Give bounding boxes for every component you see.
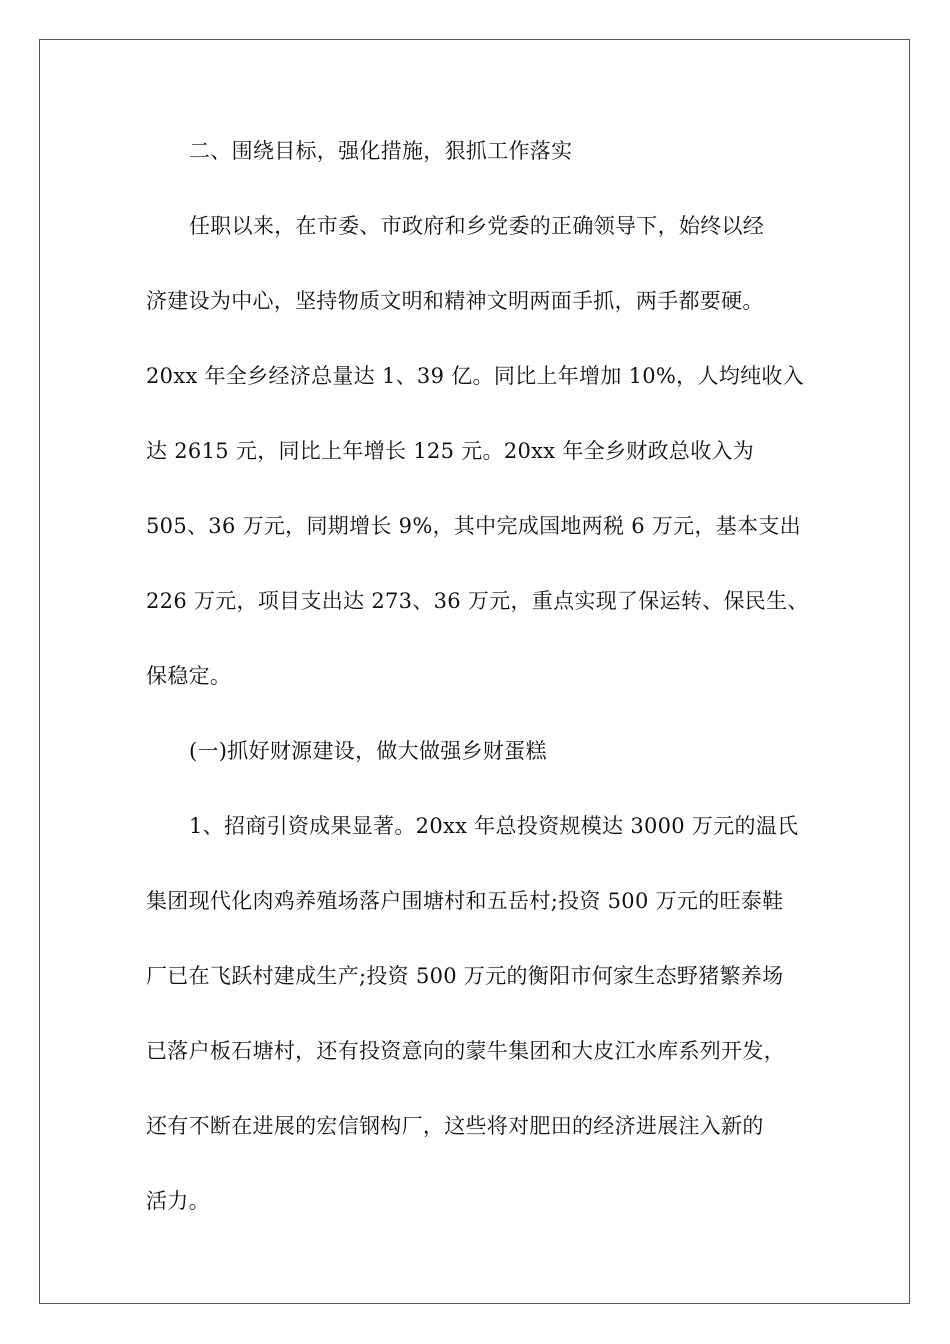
paragraph-line: 还有不断在进展的宏信钢构厂，这些将对肥田的经济进展注入新的	[146, 1114, 764, 1138]
paragraph-line: 厂已在飞跃村建成生产;投资 500 万元的衡阳市何家生态野猪繁养场	[146, 964, 784, 988]
paragraph-line: 已落户板石塘村，还有投资意向的蒙牛集团和大皮江水库系列开发，	[146, 1039, 785, 1063]
paragraph-line: 济建设为中心，坚持物质文明和精神文明两面手抓，两手都要硬。	[146, 289, 764, 313]
paragraph-line: 505、36 万元，同期增长 9%，其中完成国地两税 6 万元，基本支出	[146, 514, 801, 538]
subsection-heading: (一)抓好财源建设，做大做强乡财蛋糕	[189, 739, 547, 763]
paragraph-line: 保稳定。	[146, 664, 232, 688]
paragraph-line: 集团现代化肉鸡养殖场落户围塘村和五岳村;投资 500 万元的旺泰鞋	[146, 889, 784, 913]
paragraph-line: 达 2615 元，同比上年增长 125 元。20xx 年全乡财政总收入为	[146, 439, 755, 463]
paragraph-line: 1、招商引资成果显著。20xx 年总投资规模达 3000 万元的温氏	[189, 814, 799, 838]
section-heading: 二、围绕目标，强化措施，狠抓工作落实	[189, 139, 573, 163]
paragraph-line: 20xx 年全乡经济总量达 1、39 亿。同比上年增加 10%，人均纯收入	[146, 364, 804, 388]
paragraph-line: 活力。	[146, 1189, 210, 1213]
paragraph-line: 任职以来，在市委、市政府和乡党委的正确领导下，始终以经	[189, 214, 765, 238]
paragraph-line: 226 万元，项目支出达 273、36 万元，重点实现了保运转、保民生、	[146, 589, 809, 613]
